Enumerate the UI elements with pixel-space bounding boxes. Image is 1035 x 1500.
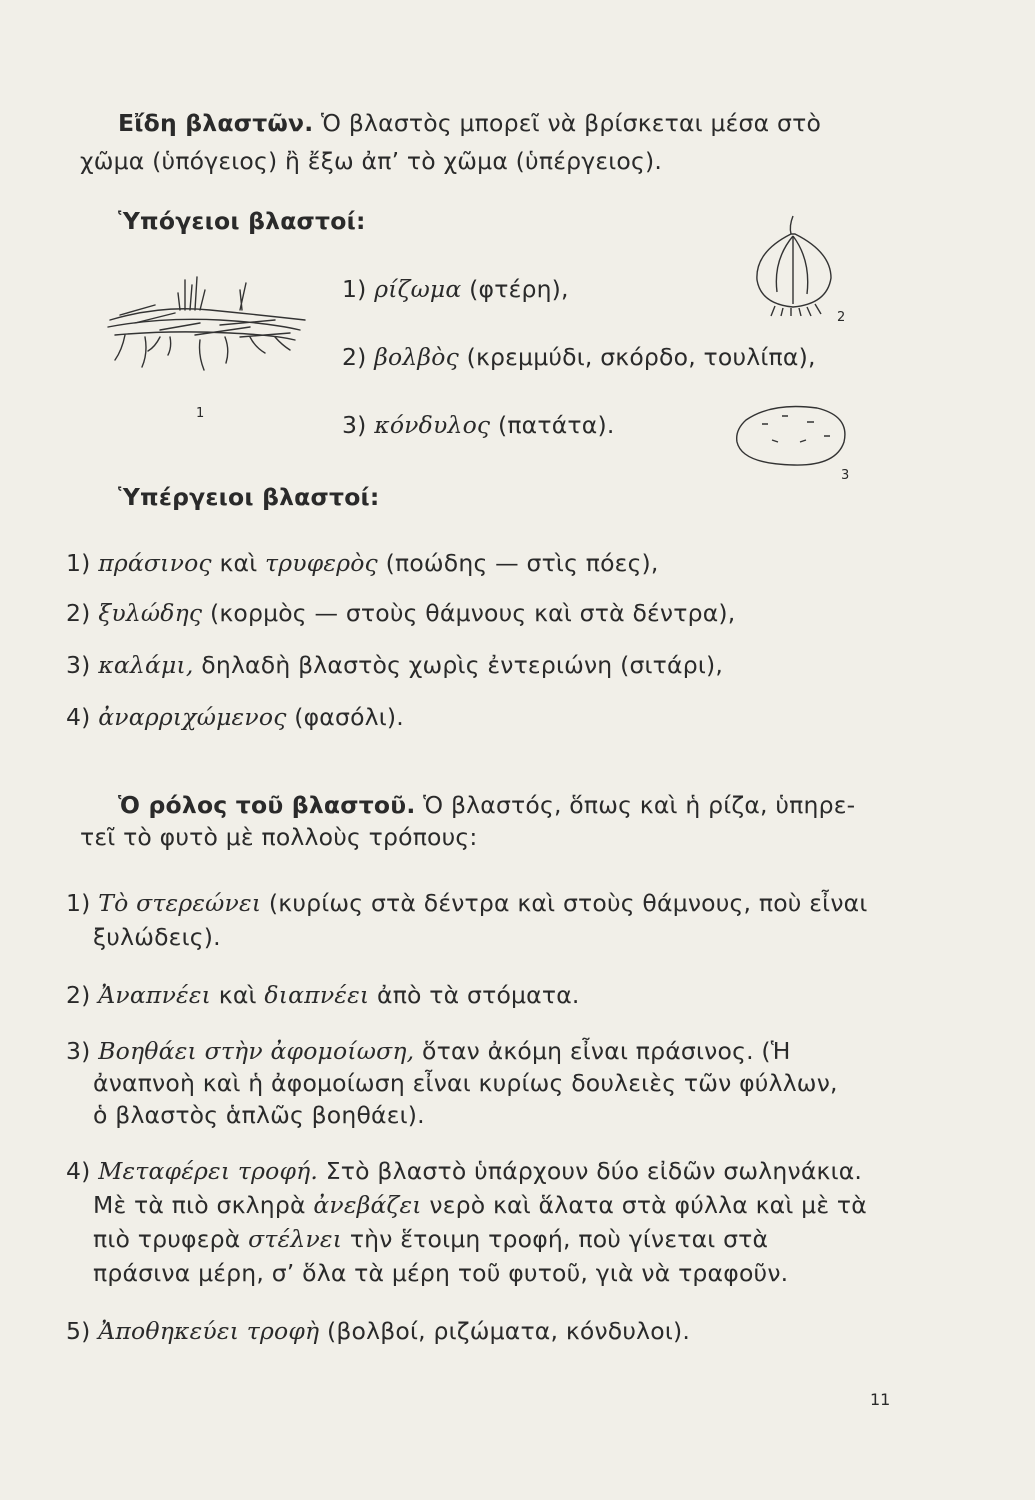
role-line-2: τεῖ τὸ φυτὸ μὲ πολλοὺς τρόπους: — [80, 823, 478, 851]
underground-item-3: 3) κόνδυλος (πατάτα). — [342, 411, 615, 439]
page-number: 11 — [870, 1390, 891, 1409]
section-types-heading: Εἴδη βλαστῶν. — [118, 109, 314, 137]
role-item-3-cont-2: ὁ βλαστὸς ἁπλῶς βοηθάει). — [93, 1101, 425, 1129]
role-item-3-cont-1: ἀναπνοὴ καὶ ἡ ἀφομοίωση εἶναι κυρίως δουλειὲς τῶν φύλλων, — [93, 1069, 838, 1097]
aboveground-item-4: 4) ἀναρριχώμενος (φασόλι). — [66, 703, 404, 731]
role-item-1: 1) Τὸ στερεώνει (κυρίως στὰ δέντρα καὶ στοὺς θάμνους, ποὺ εἶναι — [66, 889, 868, 917]
section-types-line-1: Εἴδη βλαστῶν. Ὁ βλαστὸς μπορεῖ νὰ βρίσκεται μέσα στὸ — [118, 109, 822, 137]
role-line-1: Ὁ ρόλος τοῦ βλαστοῦ. Ὁ βλαστός, ὅπως καὶ ἡ ρίζα, ὑπηρε- — [118, 791, 856, 819]
role-item-5: 5) Ἀποθηκεύει τροφὴ (βολβοί, ριζώματα, κόνδυλοι). — [66, 1317, 691, 1345]
aboveground-heading: Ὑπέργειοι βλαστοί: — [118, 483, 380, 511]
tuber-illustration — [732, 400, 852, 470]
section-types-line-2: χῶμα (ὑπόγειος) ἢ ἔξω ἀπ’ τὸ χῶμα (ὑπέργειος). — [80, 147, 662, 175]
role-item-3: 3) Βοηθάει στὴν ἀφομοίωση, ὅταν ἀκόμη εἶναι πράσινος. (Ἡ — [66, 1037, 791, 1065]
underground-item-2: 2) βολβὸς (κρεμμύδι, σκόρδο, τουλίπα), — [342, 343, 816, 371]
aboveground-item-2: 2) ξυλώδης (κορμὸς — στοὺς θάμνους καὶ στὰ δέντρα), — [66, 599, 736, 627]
rhizome-illustration — [100, 275, 310, 385]
figure-label-1: 1 — [196, 406, 205, 421]
role-item-1-cont: ξυλώδεις). — [93, 923, 221, 951]
figure-label-2: 2 — [837, 310, 846, 325]
figure-label-3: 3 — [841, 468, 850, 483]
role-heading: Ὁ ρόλος τοῦ βλαστοῦ. — [118, 791, 416, 819]
bulb-illustration — [745, 212, 840, 317]
aboveground-item-1: 1) πράσινος καὶ τρυφερὸς (ποώδης — στὶς πόες), — [66, 549, 659, 577]
role-item-4-cont-3: πράσινα μέρη, σ’ ὅλα τὰ μέρη τοῦ φυτοῦ, γιὰ νὰ τραφοῦν. — [93, 1259, 789, 1287]
role-item-4-cont-2: πιὸ τρυφερὰ στέλνει τὴν ἕτοιμη τροφή, ποὺ γίνεται στὰ — [93, 1225, 769, 1253]
role-item-4: 4) Μεταφέρει τροφή. Στὸ βλαστὸ ὑπάρχουν δύο εἰδῶν σωληνάκια. — [66, 1157, 863, 1185]
underground-item-1: 1) ρίζωμα (φτέρη), — [342, 275, 569, 303]
role-item-4-cont-1: Μὲ τὰ πιὸ σκληρὰ ἀνεβάζει νερὸ καὶ ἅλατα στὰ φύλλα καὶ μὲ τὰ — [93, 1191, 867, 1219]
role-item-2: 2) Ἀναπνέει καὶ διαπνέει ἀπὸ τὰ στόματα. — [66, 981, 580, 1009]
aboveground-item-3: 3) καλάμι, δηλαδὴ βλαστὸς χωρὶς ἐντεριώνη (σιτάρι), — [66, 651, 724, 679]
underground-heading: Ὑπόγειοι βλαστοί: — [118, 207, 366, 235]
